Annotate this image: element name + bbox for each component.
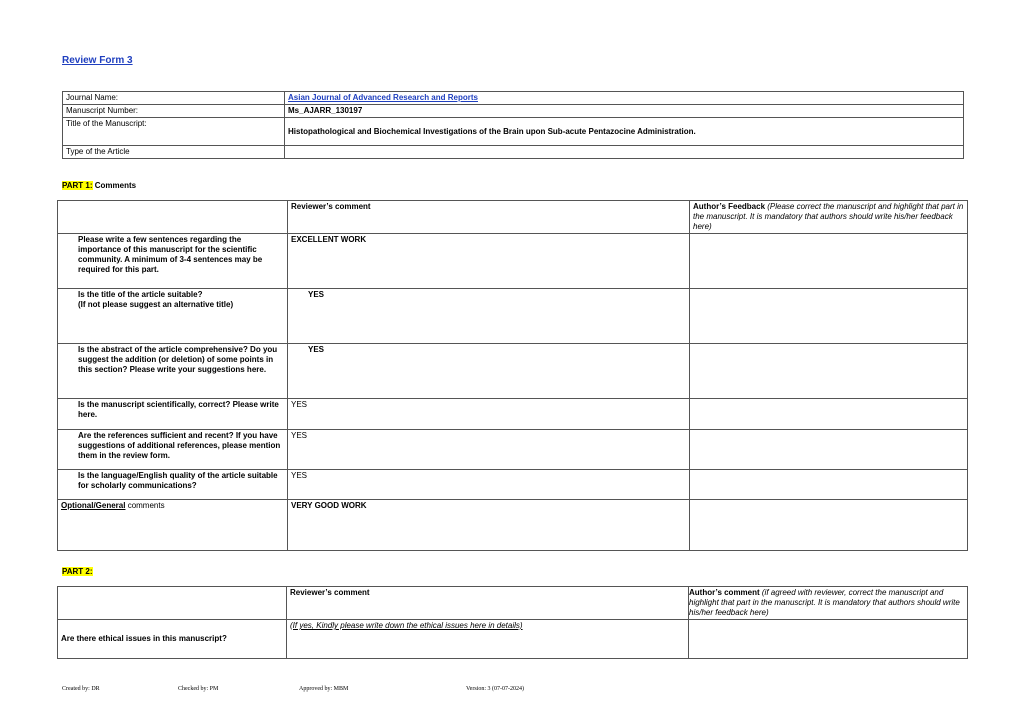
- footer-approved-by: Approved by: MBM: [299, 686, 349, 692]
- optional-comments-label: [58, 500, 288, 551]
- question-references: Are the references sufficient and recent? If you have suggestions of additional references, please mention them in the review form.: [58, 430, 288, 470]
- manuscript-info-table: [62, 91, 964, 159]
- comment-ethical-issues[interactable]: (If yes, Kindly please write down the ethical issues here in details): [287, 620, 689, 659]
- question-scientific: Is the manuscript scientifically, correct? Please write here.: [58, 399, 288, 430]
- optional-comments-suffix: comments: [125, 501, 165, 510]
- comment-abstract[interactable]: YES: [288, 344, 690, 399]
- table-row: [58, 470, 968, 500]
- part1-header-blank: [58, 201, 288, 234]
- footer-version: Version: 3 (07-07-2024): [466, 686, 524, 692]
- journal-name-link[interactable]: Asian Journal of Advanced Research and Reports: [288, 93, 478, 102]
- part2-heading-label: PART 2:: [62, 567, 93, 576]
- table-row: [58, 344, 968, 399]
- part2-heading: [62, 567, 93, 576]
- part2-reviewer-comment-header: Reviewer’s comment: [287, 587, 689, 620]
- author-feedback-language[interactable]: [690, 470, 968, 500]
- part1-author-feedback-note: (Please correct the manuscript and highlight that part in the manuscript. It is mandatory that authors should write his/her feedback here): [693, 202, 964, 231]
- journal-name-label: Journal Name:: [63, 92, 285, 105]
- part1-author-feedback-title: Author’s Feedback: [693, 202, 766, 211]
- part2-author-comment-note: (if agreed with reviewer, correct the manuscript and highlight that part in the manuscript. It is mandatory that authors should write his/her feedback here): [689, 588, 960, 617]
- author-comment-ethical-issues[interactable]: [689, 620, 968, 659]
- author-feedback-scientific[interactable]: [690, 399, 968, 430]
- comment-title-suitable[interactable]: YES: [288, 289, 690, 344]
- author-feedback-importance[interactable]: [690, 234, 968, 289]
- table-row: [58, 289, 968, 344]
- question-abstract: Is the abstract of the article comprehensive? Do you suggest the addition (or deletion) of some points in this section? Please write your suggestions here.: [58, 344, 288, 399]
- question-ethical-issues: Are there ethical issues in this manuscript?: [58, 620, 287, 659]
- optional-general-label: Optional/General: [61, 501, 126, 510]
- part2-author-comment-title: Author’s comment: [689, 588, 760, 597]
- question-language: Is the language/English quality of the article suitable for scholarly communications?: [58, 470, 288, 500]
- manuscript-number-value: Ms_AJARR_130197: [285, 105, 964, 118]
- part2-header-blank: [58, 587, 287, 620]
- part1-author-feedback-header: [690, 201, 968, 234]
- comment-references[interactable]: YES: [288, 430, 690, 470]
- comment-importance[interactable]: EXCELLENT WORK: [288, 234, 690, 289]
- manuscript-title-value: Histopathological and Biochemical Investigations of the Brain upon Sub-acute Pentazocine Administration.: [285, 118, 964, 146]
- footer-created-by: Created by: DR: [62, 686, 100, 692]
- article-type-value[interactable]: [285, 146, 964, 159]
- part1-reviewer-comment-header: Reviewer’s comment: [288, 201, 690, 234]
- footer-checked-by: Checked by: PM: [178, 686, 219, 692]
- form-title: Review Form 3: [62, 55, 133, 66]
- author-feedback-references[interactable]: [690, 430, 968, 470]
- part1-heading-suffix: Comments: [92, 181, 137, 190]
- part1-heading-label: PART 1:: [62, 181, 93, 190]
- part2-author-comment-header: [689, 587, 968, 620]
- table-row: [58, 430, 968, 470]
- table-row: [58, 620, 968, 659]
- part2-ethics-table: [57, 586, 968, 659]
- author-feedback-abstract[interactable]: [690, 344, 968, 399]
- part1-comments-table: [57, 200, 968, 551]
- table-row: [58, 399, 968, 430]
- table-row: [58, 500, 968, 551]
- table-row: [58, 234, 968, 289]
- question-title-suitable: Is the title of the article suitable? (If not please suggest an alternative title): [58, 289, 288, 344]
- author-feedback-title-suitable[interactable]: [690, 289, 968, 344]
- question-importance: Please write a few sentences regarding the importance of this manuscript for the scientific community. A minimum of 3-4 sentences may be required for this part.: [58, 234, 288, 289]
- manuscript-number-label: Manuscript Number:: [63, 105, 285, 118]
- author-feedback-optional[interactable]: [690, 500, 968, 551]
- comment-language[interactable]: YES: [288, 470, 690, 500]
- comment-scientific[interactable]: YES: [288, 399, 690, 430]
- part1-heading: [62, 181, 136, 190]
- comment-optional[interactable]: VERY GOOD WORK: [288, 500, 690, 551]
- article-type-label: Type of the Article: [63, 146, 285, 159]
- manuscript-title-label: Title of the Manuscript:: [63, 118, 285, 146]
